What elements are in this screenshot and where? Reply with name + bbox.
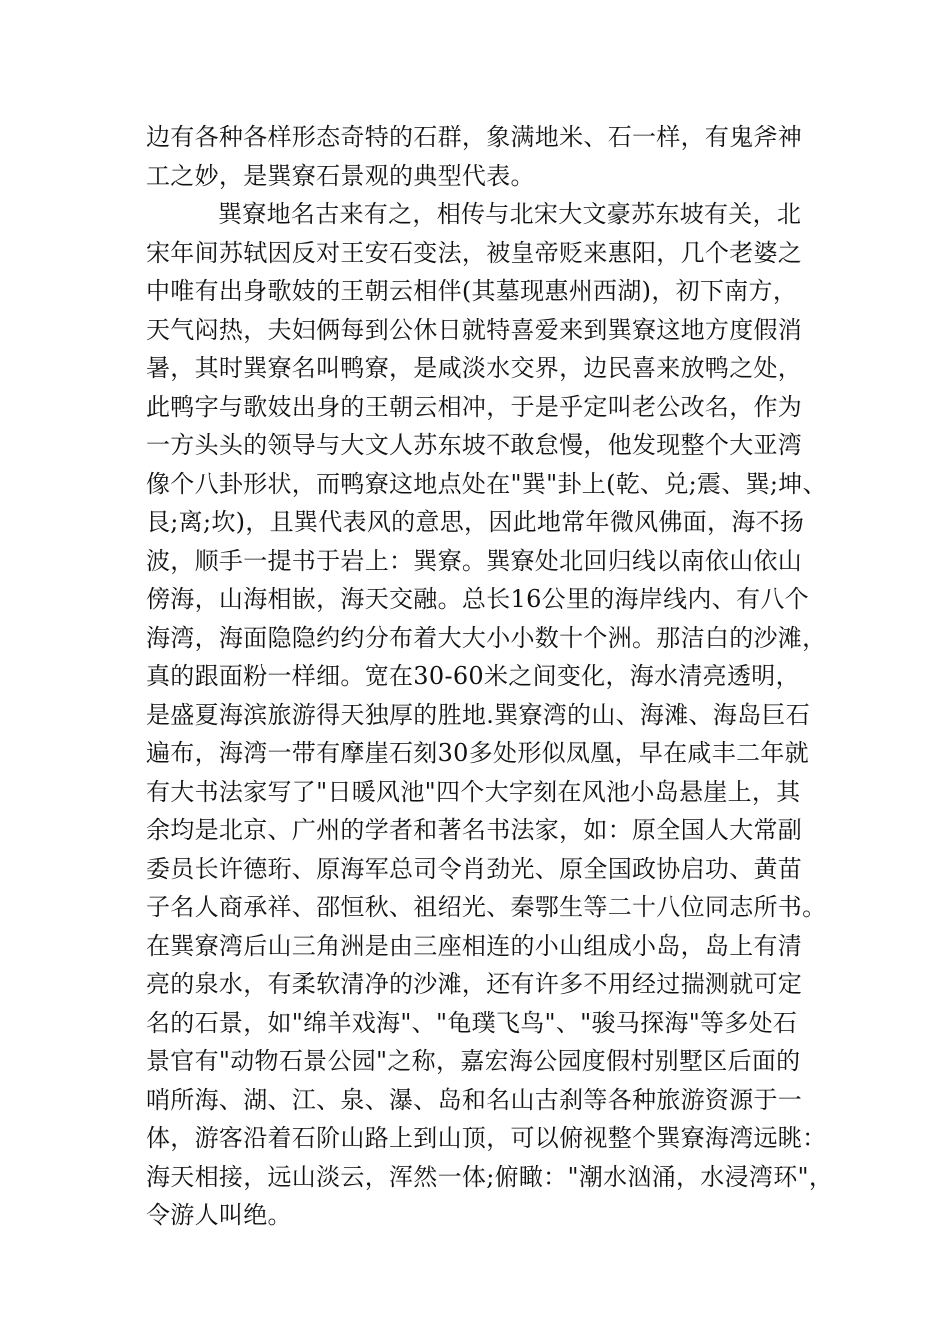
text-line: 暑，其时巽寮名叫鸭寮，是咸淡水交界，边民喜来放鸭之处， (146, 354, 803, 382)
text-line: 工之妙，是巽寮石景观的典型代表。 (146, 161, 535, 190)
text-line: 天气闷热，夫妇俩每到公休日就特喜爱来到巽寮这地方度假消 (146, 315, 803, 344)
text-line: 边有各种各样形态奇特的石群，象满地米、石一样，有鬼斧神 (146, 123, 803, 151)
text-line: 中唯有出身歌妓的王朝云相伴(其墓现惠州西湖)，初下南方， (146, 277, 798, 305)
text-line: 波，顺手一提书于岩上：巽寮。巽寮处北回归线以南依山依山 (146, 546, 803, 575)
text-line: 傍海，山海相嵌，海天交融。总长16公里的海岸线内、有八个 (146, 585, 809, 613)
body-text (146, 118, 834, 1235)
text-line: 哨所海、湖、江、泉、瀑、岛和名山古刹等各种旅游资源于一 (146, 1085, 803, 1114)
text-line: 真的跟面粉一样细。宽在30-60米之间变化，海水清亮透明， (146, 662, 800, 690)
text-line: 委员长许德珩、原海军总司令肖劲光、原全国政协启功、黄苗 (146, 854, 803, 883)
text-line: 名的石景，如"绵羊戏海"、"龟璞飞鸟"、"骏马探海"等多处石 (146, 1008, 798, 1037)
text-line: 海湾，海面隐隐约约分布着大大小小数十个洲。那洁白的沙滩， (146, 623, 827, 652)
text-line: 景官有"动物石景公园"之称，嘉宏海公园度假村别墅区后面的 (146, 1047, 801, 1075)
paragraph-first-line: 巽寮地名古来有之，相传与北宋大文豪苏东坡有关，北 (218, 200, 802, 228)
text-line: 体，游客沿着石阶山路上到山顶，可以俯视整个巽寮海湾远眺： (146, 1124, 827, 1152)
text-line: 艮;离;坎)，且巽代表风的意思，因此地常年微风佛面，海不扬 (146, 508, 805, 536)
text-line: 余均是北京、广州的学者和著名书法家，如：原全国人大常副 (146, 816, 803, 844)
text-line: 一方头头的领导与大文人苏东坡不敢怠慢，他发现整个大亚湾 (146, 431, 803, 459)
text-line: 像个八卦形状，而鸭寮这地点处在"巽"卦上(乾、兑;震、巽;坤、 (146, 469, 827, 498)
text-line: 遍布，海湾一带有摩崖石刻30多处形似凤凰，早在咸丰二年就 (146, 739, 809, 767)
text-line: 在巽寮湾后山三角洲是由三座相连的小山组成小岛，岛上有清 (146, 931, 803, 960)
text-line: 有大书法家写了"日暖风池"四个大字刻在风池小岛悬崖上，其 (146, 777, 801, 806)
text-line: 子名人商承祥、邵恒秋、祖绍光、秦鄂生等二十八位同志所书。 (146, 893, 827, 921)
text-line: 宋年间苏轼因反对王安石变法，被皇帝贬来惠阳，几个老婆之 (146, 238, 803, 267)
text-line: 令游人叫绝。 (146, 1201, 292, 1229)
text-line: 亮的泉水，有柔软清净的沙滩，还有许多不用经过揣测就可定 (146, 970, 803, 998)
text-line: 是盛夏海滨旅游得天独厚的胜地.巽寮湾的山、海滩、海岛巨石 (146, 700, 811, 729)
text-line: 海天相接，远山淡云，浑然一体;俯瞰："潮水汹涌，水浸湾环"， (146, 1162, 834, 1191)
text-line: 此鸭字与歌妓出身的王朝云相冲，于是乎定叫老公改名，作为 (146, 392, 803, 421)
